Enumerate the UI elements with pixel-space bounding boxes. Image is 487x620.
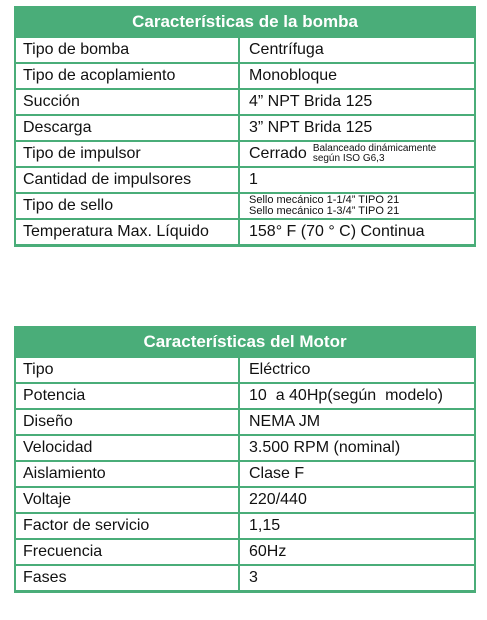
row-label: Tipo de bomba [15, 37, 239, 63]
row-label: Tipo de impulsor [15, 141, 239, 167]
impeller-balance-note [313, 144, 436, 164]
table-row [15, 409, 475, 435]
table-row [15, 513, 475, 539]
row-label: Frecuencia [15, 539, 239, 565]
table-row [15, 141, 475, 167]
table-header-row [15, 327, 475, 357]
row-label: Tipo de acoplamiento [15, 63, 239, 89]
row-value: Eléctrico [239, 357, 475, 383]
row-value: Monobloque [239, 63, 475, 89]
table-row [15, 357, 475, 383]
seal-line-2: Sello mecánico 1-3/4” TIPO 21 [249, 205, 400, 217]
row-value: 4” NPT Brida 125 [239, 89, 475, 115]
row-value: 3” NPT Brida 125 [239, 115, 475, 141]
table-row [15, 565, 475, 592]
row-value: 1 [239, 167, 475, 193]
row-value: 3.500 RPM (nominal) [239, 435, 475, 461]
row-label: Descarga [15, 115, 239, 141]
row-value: 158° F (70 ° C) Continua [239, 219, 475, 246]
table-row [15, 167, 475, 193]
table-row [15, 63, 475, 89]
row-value: 3 [239, 565, 475, 592]
row-label: Potencia [15, 383, 239, 409]
row-label: Cantidad de impulsores [15, 167, 239, 193]
motor-table-title: Características del Motor [15, 327, 475, 357]
table-row [15, 219, 475, 246]
table-row [15, 193, 475, 219]
table-row [15, 37, 475, 63]
row-label: Succión [15, 89, 239, 115]
row-value [239, 141, 475, 167]
impeller-type-value: Cerrado [249, 145, 307, 163]
pump-characteristics-table [14, 6, 476, 247]
note-line-2: según ISO G6,3 [312, 153, 385, 164]
table-row [15, 487, 475, 513]
table-row [15, 115, 475, 141]
row-value: 1,15 [239, 513, 475, 539]
row-value: 220/440 [239, 487, 475, 513]
table-row [15, 539, 475, 565]
note-line-1: Balanceado dinámicamente [312, 143, 437, 154]
row-label: Tipo [15, 357, 239, 383]
motor-characteristics-table [14, 326, 476, 593]
table-row [15, 435, 475, 461]
row-label: Diseño [15, 409, 239, 435]
row-value: NEMA JM [239, 409, 475, 435]
row-label: Fases [15, 565, 239, 592]
row-value [239, 193, 475, 219]
row-label: Velocidad [15, 435, 239, 461]
pump-table-title: Características de la bomba [15, 7, 475, 37]
row-value: Centrífuga [239, 37, 475, 63]
table-row [15, 89, 475, 115]
table-header-row [15, 7, 475, 37]
row-label: Aislamiento [15, 461, 239, 487]
row-label: Voltaje [15, 487, 239, 513]
table-row [15, 461, 475, 487]
row-value: 60Hz [239, 539, 475, 565]
row-value: 10 a 40Hp(según modelo) [239, 383, 475, 409]
row-value: Clase F [239, 461, 475, 487]
row-label: Tipo de sello [15, 193, 239, 219]
row-label: Temperatura Max. Líquido [15, 219, 239, 246]
table-row [15, 383, 475, 409]
row-label: Factor de servicio [15, 513, 239, 539]
seal-line-1: Sello mecánico 1-1/4” TIPO 21 [249, 194, 400, 206]
